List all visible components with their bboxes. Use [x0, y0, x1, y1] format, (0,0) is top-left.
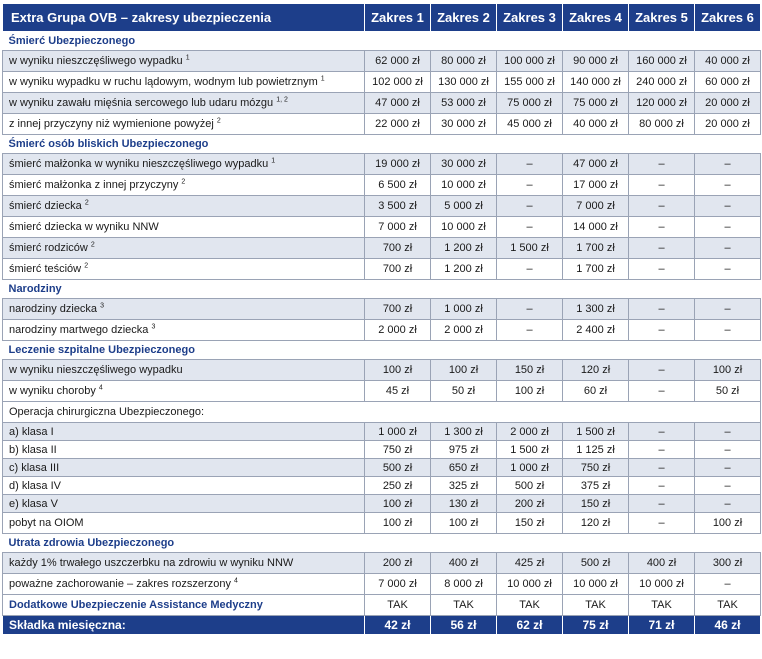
value-cell-zakres-4: 10 000 zł [563, 574, 629, 595]
value-cell-zakres-3: 10 000 zł [497, 574, 563, 595]
value-cell-zakres-1: 102 000 zł [365, 72, 431, 93]
value-cell-zakres-6: 60 000 zł [695, 72, 761, 93]
row-label-text: w wyniku choroby [9, 385, 96, 397]
row-label [3, 381, 365, 402]
value-cell-zakres-4: 7 000 zł [563, 196, 629, 217]
value-cell-zakres-3: 1 500 zł [497, 441, 563, 459]
value-cell-zakres-1: 100 zł [365, 495, 431, 513]
value-cell-zakres-2: 1 200 zł [431, 259, 497, 280]
footnote-marker: 1 [271, 157, 276, 165]
row-label-text: poważne zachorowanie – zakres rozszerzony [9, 578, 231, 590]
value-cell-zakres-3: – [497, 259, 563, 280]
value-cell-zakres-4: 1 700 zł [563, 259, 629, 280]
row-label-text: narodziny martwego dziecka [9, 324, 149, 336]
row-label-text: d) klasa IV [9, 479, 61, 492]
value-cell-zakres-1: 19 000 zł [365, 154, 431, 175]
value-cell-zakres-1: 2 000 zł [365, 320, 431, 341]
value-cell-zakres-6: – [695, 154, 761, 175]
table-row [3, 360, 761, 381]
row-label [3, 114, 365, 135]
assistance-value-zakres-4: TAK [563, 595, 629, 616]
value-cell-zakres-1: 1 000 zł [365, 423, 431, 441]
footnote-marker: 4 [234, 577, 238, 585]
row-label-text: z innej przyczyny niż wymienione powyżej [9, 118, 214, 130]
value-cell-zakres-3: 155 000 zł [497, 72, 563, 93]
row-label [3, 175, 365, 196]
value-cell-zakres-2: 650 zł [431, 459, 497, 477]
value-cell-zakres-3: 425 zł [497, 553, 563, 574]
value-cell-zakres-5: – [629, 423, 695, 441]
column-header-zakres-1: Zakres 1 [365, 4, 431, 32]
row-label [3, 477, 365, 495]
value-cell-zakres-6: – [695, 441, 761, 459]
value-cell-zakres-1: 100 zł [365, 513, 431, 534]
value-cell-zakres-3: 1 500 zł [497, 238, 563, 259]
row-label-text: śmierć małżonka w wyniku nieszczęśliwego wypadku [9, 158, 269, 170]
footnote-marker: 4 [98, 384, 103, 392]
value-cell-zakres-2: 80 000 zł [431, 51, 497, 72]
value-cell-zakres-6: 300 zł [695, 553, 761, 574]
value-cell-zakres-3: – [497, 299, 563, 320]
value-cell-zakres-5: – [629, 495, 695, 513]
value-cell-zakres-1: 250 zł [365, 477, 431, 495]
monthly-premium-zakres-6: 46 zł [695, 616, 761, 635]
value-cell-zakres-2: 100 zł [431, 360, 497, 381]
value-cell-zakres-1: 6 500 zł [365, 175, 431, 196]
subheading-label: Operacja chirurgiczna Ubezpieczonego: [3, 402, 761, 423]
value-cell-zakres-2: 2 000 zł [431, 320, 497, 341]
assistance-label: Dodatkowe Ubezpieczenie Assistance Medyczny [3, 595, 365, 616]
value-cell-zakres-5: – [629, 459, 695, 477]
value-cell-zakres-5: – [629, 299, 695, 320]
value-cell-zakres-6: – [695, 259, 761, 280]
row-label-text: w wyniku wypadku w ruchu lądowym, wodnym lub powietrznym [9, 76, 318, 88]
value-cell-zakres-6: – [695, 574, 761, 595]
value-cell-zakres-4: 2 400 zł [563, 320, 629, 341]
section-header-row [3, 280, 761, 299]
value-cell-zakres-3: 200 zł [497, 495, 563, 513]
table-header-row [3, 4, 761, 32]
value-cell-zakres-6: – [695, 299, 761, 320]
value-cell-zakres-4: 17 000 zł [563, 175, 629, 196]
value-cell-zakres-2: 400 zł [431, 553, 497, 574]
row-label-text: śmierć małżonka z innej przyczyny [9, 179, 179, 191]
value-cell-zakres-5: 400 zł [629, 553, 695, 574]
value-cell-zakres-4: 14 000 zł [563, 217, 629, 238]
value-cell-zakres-6: 50 zł [695, 381, 761, 402]
column-header-zakres-5: Zakres 5 [629, 4, 695, 32]
value-cell-zakres-5: – [629, 360, 695, 381]
value-cell-zakres-1: 200 zł [365, 553, 431, 574]
table-row [3, 196, 761, 217]
table-row [3, 423, 761, 441]
value-cell-zakres-3: 100 000 zł [497, 51, 563, 72]
value-cell-zakres-3: – [497, 320, 563, 341]
section-header-row [3, 32, 761, 51]
value-cell-zakres-2: 1 200 zł [431, 238, 497, 259]
value-cell-zakres-3: 45 000 zł [497, 114, 563, 135]
row-label-text: e) klasa V [9, 497, 58, 510]
row-label [3, 441, 365, 459]
value-cell-zakres-6: – [695, 320, 761, 341]
value-cell-zakres-5: 80 000 zł [629, 114, 695, 135]
value-cell-zakres-2: 100 zł [431, 513, 497, 534]
section-title: Śmierć Ubezpieczonego [3, 32, 761, 51]
footnote-marker: 2 [84, 199, 89, 207]
coverage-table [2, 3, 761, 635]
footnote-marker: 2 [181, 178, 186, 186]
table-row [3, 217, 761, 238]
table-row [3, 175, 761, 196]
value-cell-zakres-2: 8 000 zł [431, 574, 497, 595]
table-row [3, 154, 761, 175]
value-cell-zakres-1: 700 zł [365, 238, 431, 259]
section-title: Narodziny [3, 280, 761, 299]
row-label-text: śmierć dziecka [9, 200, 82, 212]
table-row [3, 238, 761, 259]
assistance-value-zakres-5: TAK [629, 595, 695, 616]
value-cell-zakres-4: 120 zł [563, 513, 629, 534]
value-cell-zakres-5: – [629, 477, 695, 495]
row-label [3, 423, 365, 441]
subheading-row [3, 402, 761, 423]
table-row [3, 459, 761, 477]
value-cell-zakres-1: 700 zł [365, 259, 431, 280]
value-cell-zakres-3: 1 000 zł [497, 459, 563, 477]
section-title: Leczenie szpitalne Ubezpieczonego [3, 341, 761, 360]
table-row [3, 381, 761, 402]
row-label-text: a) klasa I [9, 425, 54, 438]
value-cell-zakres-2: 10 000 zł [431, 175, 497, 196]
row-label [3, 299, 365, 320]
value-cell-zakres-5: – [629, 441, 695, 459]
value-cell-zakres-3: 500 zł [497, 477, 563, 495]
value-cell-zakres-2: 53 000 zł [431, 93, 497, 114]
monthly-premium-zakres-3: 62 zł [497, 616, 563, 635]
table-row [3, 553, 761, 574]
row-label [3, 553, 365, 574]
value-cell-zakres-1: 62 000 zł [365, 51, 431, 72]
assistance-value-zakres-2: TAK [431, 595, 497, 616]
value-cell-zakres-6: – [695, 423, 761, 441]
value-cell-zakres-6: 40 000 zł [695, 51, 761, 72]
value-cell-zakres-1: 3 500 zł [365, 196, 431, 217]
value-cell-zakres-2: 130 zł [431, 495, 497, 513]
row-label-text: b) klasa II [9, 443, 57, 456]
value-cell-zakres-6: – [695, 238, 761, 259]
value-cell-zakres-1: 7 000 zł [365, 574, 431, 595]
value-cell-zakres-2: 30 000 zł [431, 114, 497, 135]
column-header-zakres-6: Zakres 6 [695, 4, 761, 32]
footnote-marker: 1, 2 [276, 96, 288, 104]
value-cell-zakres-3: 150 zł [497, 513, 563, 534]
value-cell-zakres-5: – [629, 175, 695, 196]
value-cell-zakres-6: 100 zł [695, 513, 761, 534]
table-row [3, 259, 761, 280]
footnote-marker: 2 [216, 117, 221, 125]
table-row [3, 495, 761, 513]
value-cell-zakres-1: 500 zł [365, 459, 431, 477]
monthly-premium-zakres-1: 42 zł [365, 616, 431, 635]
value-cell-zakres-4: 140 000 zł [563, 72, 629, 93]
value-cell-zakres-2: 325 zł [431, 477, 497, 495]
assistance-value-zakres-1: TAK [365, 595, 431, 616]
row-label-text: w wyniku nieszczęśliwego wypadku [9, 55, 183, 67]
row-label [3, 513, 365, 534]
value-cell-zakres-5: – [629, 238, 695, 259]
row-label-text: śmierć dziecka w wyniku NNW [9, 221, 159, 233]
footnote-marker: 2 [84, 262, 89, 270]
value-cell-zakres-2: 5 000 zł [431, 196, 497, 217]
table-title: Extra Grupa OVB – zakresy ubezpieczenia [3, 4, 365, 32]
row-label [3, 459, 365, 477]
table-row [3, 477, 761, 495]
value-cell-zakres-4: 1 125 zł [563, 441, 629, 459]
assistance-value-zakres-6: TAK [695, 595, 761, 616]
value-cell-zakres-4: 40 000 zł [563, 114, 629, 135]
value-cell-zakres-1: 47 000 zł [365, 93, 431, 114]
monthly-premium-row [3, 616, 761, 635]
monthly-premium-zakres-4: 75 zł [563, 616, 629, 635]
section-header-row [3, 341, 761, 360]
value-cell-zakres-4: 1 700 zł [563, 238, 629, 259]
value-cell-zakres-6: 20 000 zł [695, 114, 761, 135]
column-header-zakres-4: Zakres 4 [563, 4, 629, 32]
value-cell-zakres-2: 975 zł [431, 441, 497, 459]
section-header-row [3, 534, 761, 553]
value-cell-zakres-2: 50 zł [431, 381, 497, 402]
value-cell-zakres-4: 375 zł [563, 477, 629, 495]
value-cell-zakres-5: – [629, 196, 695, 217]
value-cell-zakres-1: 100 zł [365, 360, 431, 381]
value-cell-zakres-3: – [497, 175, 563, 196]
footnote-marker: 1 [320, 75, 325, 83]
row-label-text: śmierć teściów [9, 263, 82, 275]
value-cell-zakres-4: 500 zł [563, 553, 629, 574]
value-cell-zakres-4: 47 000 zł [563, 154, 629, 175]
value-cell-zakres-4: 90 000 zł [563, 51, 629, 72]
row-label [3, 495, 365, 513]
value-cell-zakres-5: 160 000 zł [629, 51, 695, 72]
value-cell-zakres-3: 100 zł [497, 381, 563, 402]
value-cell-zakres-4: 1 300 zł [563, 299, 629, 320]
row-label [3, 259, 365, 280]
value-cell-zakres-6: 20 000 zł [695, 93, 761, 114]
section-header-row [3, 135, 761, 154]
value-cell-zakres-4: 750 zł [563, 459, 629, 477]
table-row [3, 93, 761, 114]
value-cell-zakres-6: – [695, 459, 761, 477]
value-cell-zakres-3: 150 zł [497, 360, 563, 381]
row-label [3, 217, 365, 238]
table-row [3, 574, 761, 595]
row-label [3, 154, 365, 175]
table-row [3, 320, 761, 341]
column-header-zakres-2: Zakres 2 [431, 4, 497, 32]
section-title: Śmierć osób bliskich Ubezpieczonego [3, 135, 761, 154]
value-cell-zakres-5: 240 000 zł [629, 72, 695, 93]
row-label [3, 72, 365, 93]
value-cell-zakres-5: – [629, 154, 695, 175]
value-cell-zakres-2: 30 000 zł [431, 154, 497, 175]
value-cell-zakres-3: – [497, 196, 563, 217]
row-label-text: w wyniku zawału mięśnia sercowego lub udaru mózgu [9, 97, 274, 109]
table-body [3, 32, 761, 635]
monthly-premium-zakres-5: 71 zł [629, 616, 695, 635]
value-cell-zakres-5: 10 000 zł [629, 574, 695, 595]
row-label [3, 196, 365, 217]
value-cell-zakres-2: 130 000 zł [431, 72, 497, 93]
value-cell-zakres-3: – [497, 217, 563, 238]
value-cell-zakres-2: 1 000 zł [431, 299, 497, 320]
row-label [3, 574, 365, 595]
section-title: Utrata zdrowia Ubezpieczonego [3, 534, 761, 553]
value-cell-zakres-4: 120 zł [563, 360, 629, 381]
table-row [3, 441, 761, 459]
value-cell-zakres-5: – [629, 217, 695, 238]
table-row [3, 72, 761, 93]
assistance-value-zakres-3: TAK [497, 595, 563, 616]
table-row [3, 51, 761, 72]
value-cell-zakres-5: – [629, 513, 695, 534]
table-row [3, 114, 761, 135]
row-label [3, 360, 365, 381]
value-cell-zakres-6: – [695, 196, 761, 217]
column-header-zakres-3: Zakres 3 [497, 4, 563, 32]
value-cell-zakres-5: – [629, 259, 695, 280]
row-label-text: w wyniku nieszczęśliwego wypadku [9, 364, 183, 376]
value-cell-zakres-6: – [695, 477, 761, 495]
row-label [3, 320, 365, 341]
value-cell-zakres-3: 75 000 zł [497, 93, 563, 114]
value-cell-zakres-4: 150 zł [563, 495, 629, 513]
value-cell-zakres-6: – [695, 175, 761, 196]
row-label [3, 51, 365, 72]
table-row [3, 299, 761, 320]
value-cell-zakres-5: – [629, 381, 695, 402]
row-label [3, 93, 365, 114]
row-label-text: pobyt na OIOM [9, 517, 84, 529]
value-cell-zakres-6: – [695, 495, 761, 513]
value-cell-zakres-4: 75 000 zł [563, 93, 629, 114]
footnote-marker: 2 [90, 241, 95, 249]
row-label-text: śmierć rodziców [9, 242, 88, 254]
row-label [3, 238, 365, 259]
assistance-row [3, 595, 761, 616]
row-label-text: c) klasa III [9, 461, 60, 474]
footnote-marker: 3 [151, 323, 156, 331]
footnote-marker: 1 [185, 54, 190, 62]
value-cell-zakres-4: 60 zł [563, 381, 629, 402]
value-cell-zakres-1: 7 000 zł [365, 217, 431, 238]
value-cell-zakres-3: – [497, 154, 563, 175]
value-cell-zakres-1: 22 000 zł [365, 114, 431, 135]
value-cell-zakres-5: 120 000 zł [629, 93, 695, 114]
value-cell-zakres-6: – [695, 217, 761, 238]
value-cell-zakres-4: 1 500 zł [563, 423, 629, 441]
value-cell-zakres-6: 100 zł [695, 360, 761, 381]
value-cell-zakres-1: 700 zł [365, 299, 431, 320]
row-label-text: każdy 1% trwałego uszczerbku na zdrowiu w wyniku NNW [9, 557, 294, 569]
value-cell-zakres-1: 45 zł [365, 381, 431, 402]
value-cell-zakres-3: 2 000 zł [497, 423, 563, 441]
value-cell-zakres-2: 1 300 zł [431, 423, 497, 441]
value-cell-zakres-1: 750 zł [365, 441, 431, 459]
value-cell-zakres-5: – [629, 320, 695, 341]
value-cell-zakres-2: 10 000 zł [431, 217, 497, 238]
footnote-marker: 3 [100, 302, 105, 310]
table-row [3, 513, 761, 534]
row-label-text: narodziny dziecka [9, 303, 98, 315]
monthly-premium-zakres-2: 56 zł [431, 616, 497, 635]
monthly-premium-label: Składka miesięczna: [3, 616, 365, 635]
